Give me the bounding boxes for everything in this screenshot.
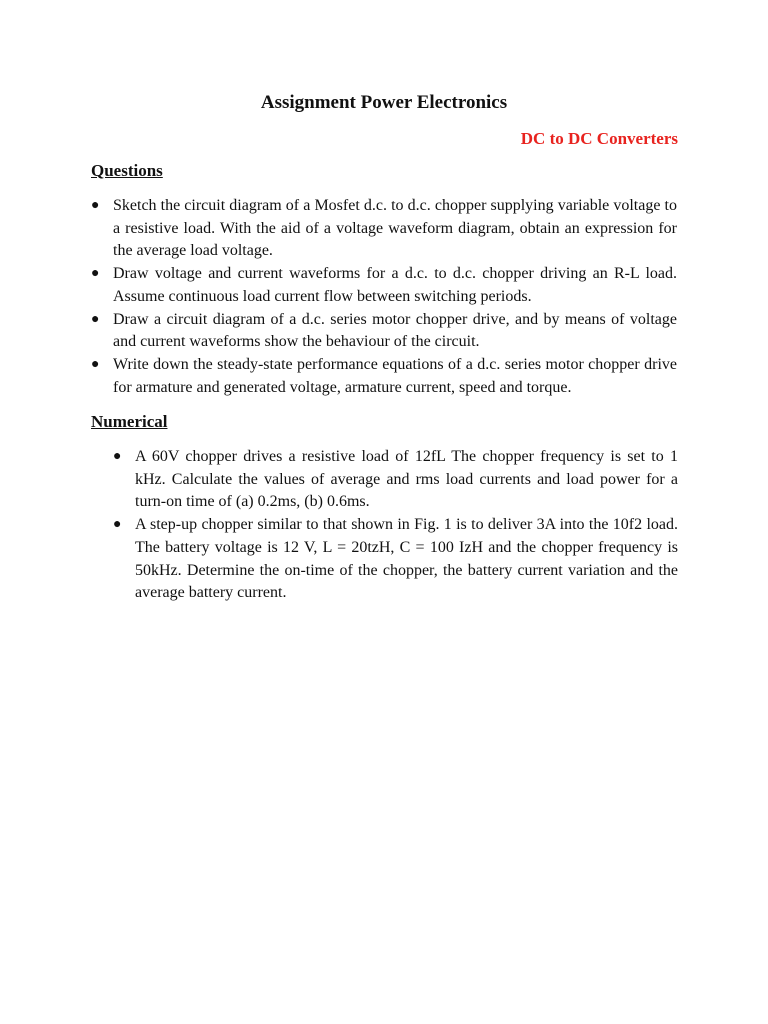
question-item <box>91 195 677 263</box>
numerical-text: A step-up chopper similar to that shown in Fig. 1 is to deliver 3A into the 10f2 load. The battery voltage is 12 V, L = 20tzH, C = 100 IzH and the chopper frequency is 50kHz. Determine the on-time of the chopper, the battery current variation and the average battery current. <box>135 516 678 602</box>
question-text: Draw a circuit diagram of a d.c. series motor chopper drive, and by means of voltage and current waveforms show the behaviour of the circuit. <box>113 310 677 351</box>
numerical-text: A 60V chopper drives a resistive load of 12fL The chopper frequency is set to 1 kHz. Calculate the values of average and rms load currents and load power for a turn-on time of (a) 0.2ms, (b) 0.6ms. <box>135 448 678 511</box>
numerical-item <box>113 446 678 514</box>
questions-list <box>91 195 677 399</box>
document-title: Assignment Power Electronics <box>260 92 508 113</box>
bullet-icon: ● <box>113 449 122 464</box>
numerical-item <box>113 514 678 605</box>
numerical-list <box>113 446 678 605</box>
question-text: Sketch the circuit diagram of a Mosfet d.c. to d.c. chopper supplying variable voltage to a resistive load. With the aid of a voltage waveform diagram, obtain an expression for the average load voltage. <box>113 197 677 260</box>
questions-heading: Questions <box>91 161 163 180</box>
question-item <box>91 263 677 308</box>
question-text: Draw voltage and current waveforms for a d.c. to d.c. chopper driving an R-L load. Assume continuous load current flow between switching periods. <box>113 265 677 305</box>
bullet-icon: ● <box>91 266 100 282</box>
question-text: Write down the steady-state performance equations of a d.c. series motor chopper drive for armature and generated voltage, armature current, speed and torque. <box>113 355 677 396</box>
bullet-icon: ● <box>91 356 100 372</box>
numerical-heading: Numerical <box>91 412 168 431</box>
question-item <box>91 309 677 354</box>
bullet-icon: ● <box>113 517 122 533</box>
question-item <box>91 354 677 399</box>
document-subtitle: DC to DC Converters <box>520 129 678 148</box>
bullet-icon: ● <box>91 311 100 327</box>
bullet-icon: ● <box>91 198 100 213</box>
